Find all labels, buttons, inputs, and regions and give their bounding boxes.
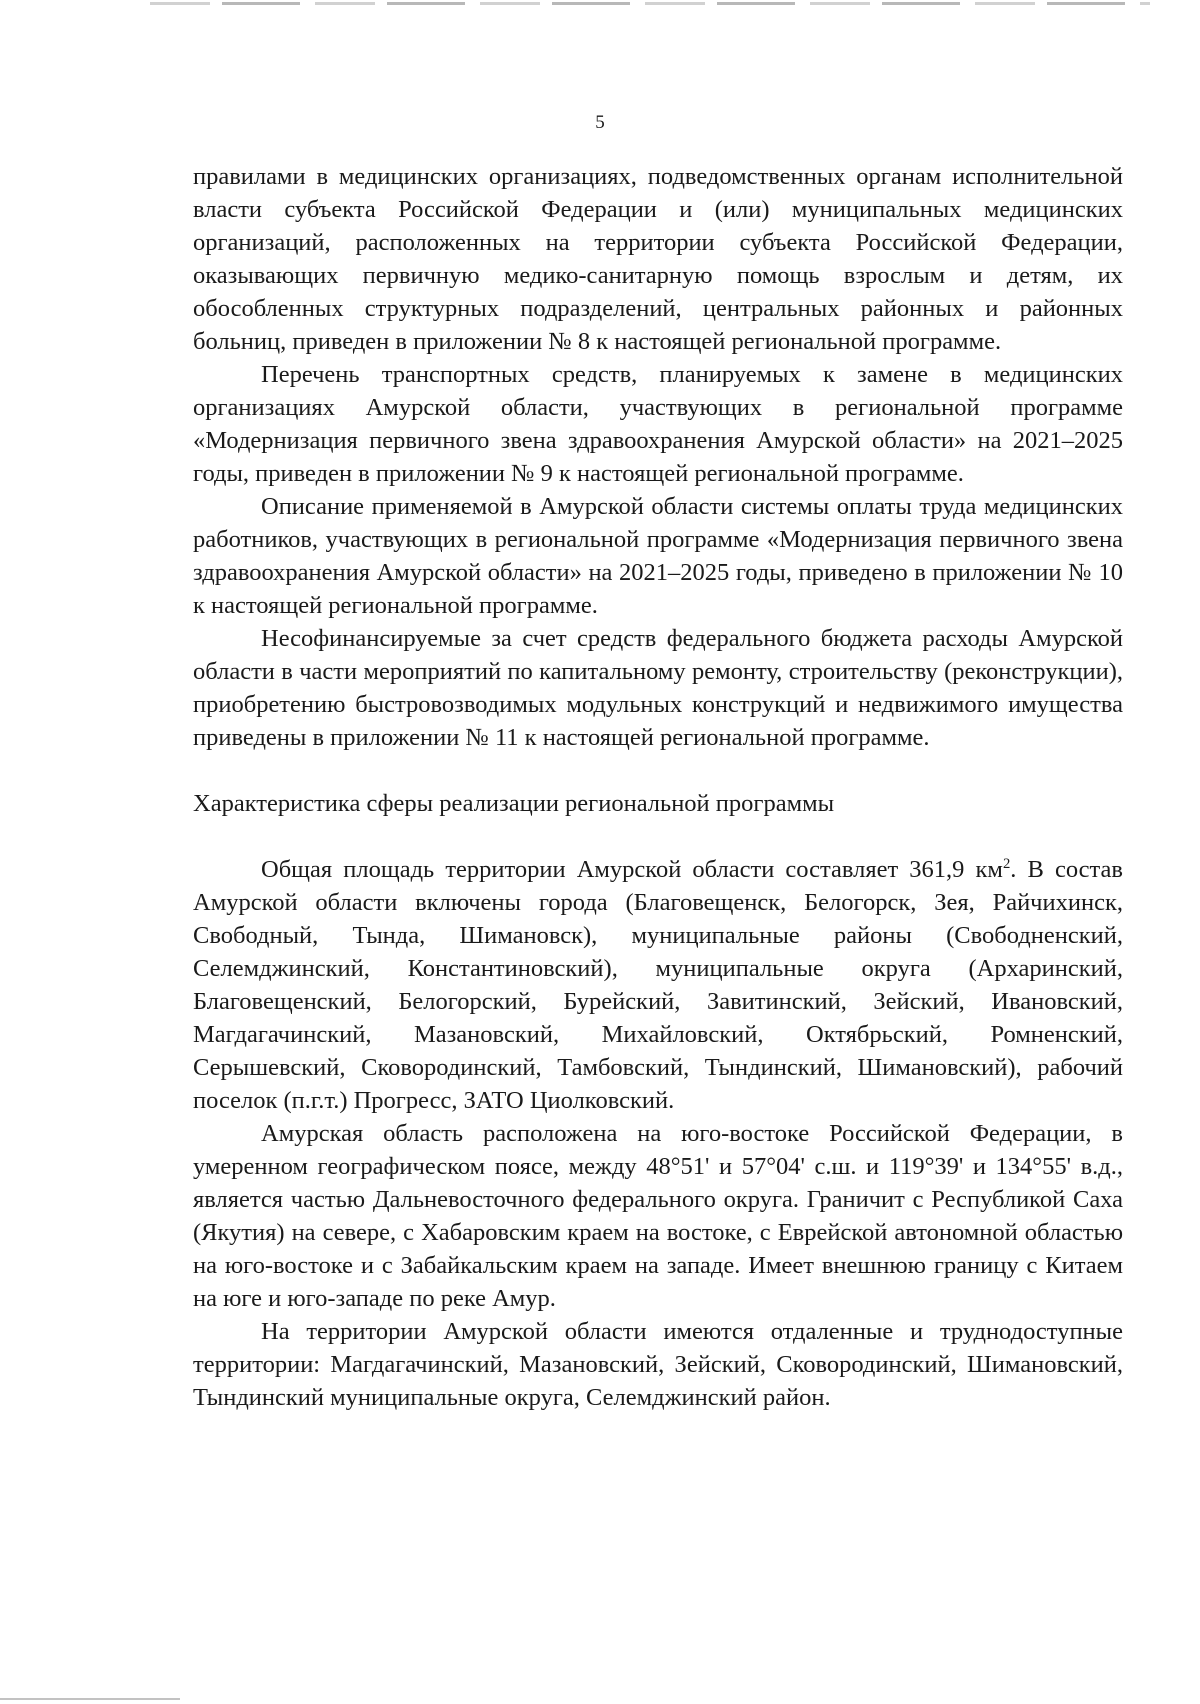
- paragraph-transport-list: Перечень транспортных средств, планируемых к замене в медицинских организациях Амурской области, участвующих в региональной программе «Модернизация первичного звена здравоохранения Амурской области» на 2021–2025 годы, приведен в приложении № 9 к настоящей региональной программе.: [193, 361, 1123, 487]
- paragraph-unfunded-expenses: Несофинансируемые за счет средств федерального бюджета расходы Амурской области в части мероприятий по капитальному ремонту, строительству (реконструкции), приобретению быстровозводимых модульных конструкций и недвижимого имущества приведены в приложении № 11 к настоящей региональной программе.: [193, 625, 1123, 751]
- area-superscript: 2: [1002, 855, 1011, 872]
- paragraph-remote-territories: На территории Амурской области имеются отдаленные и труднодоступные территории: Магдагачинский, Мазановский, Зейский, Сковородинский, Шимановский, Тындинский муниципальные округа, Селемджинский район.: [193, 1318, 1123, 1411]
- document-body: [193, 160, 1123, 1414]
- paragraph-payment-system: Описание применяемой в Амурской области системы оплаты труда медицинских работников, участвующих в региональной программе «Модернизация первичного звена здравоохранения Амурской области» на 2021–2025 годы, приведено в приложении № 10 к настоящей региональной программе.: [193, 493, 1123, 619]
- scan-artifact-top: [150, 2, 1150, 5]
- page-number: 5: [595, 112, 605, 133]
- paragraph-territory-area: [193, 853, 1123, 1117]
- scan-artifact-bottom: [0, 1698, 180, 1700]
- section-heading: Характеристика сферы реализации региональной программы: [193, 790, 835, 817]
- paragraph-geography: Амурская область расположена на юго-востоке Российской Федерации, в умеренном географическом поясе, между 48°51' и 57°04' с.ш. и 119°39' и 134°55' в.д., является частью Дальневосточного федерального округа. Граничит с Республикой Саха (Якутия) на севере, с Хабаровским краем на востоке, с Еврейской автономной областью на юго-востоке и с Забайкальским краем на западе. Имеет внешнюю границу с Китаем на юге и юго-западе по реке Амур.: [193, 1120, 1123, 1312]
- area-text-start: Общая площадь территории Амурской области составляет 361,9 км: [261, 856, 1003, 883]
- paragraph-intro-continuation: правилами в медицинских организациях, подведомственных органам исполнительной власти субъекта Российской Федерации и (или) муниципальных медицинских организаций, расположенных на территории субъекта Российской Федерации, оказывающих первичную медико-санитарную помощь взрослым и детям, их обособленных структурных подразделений, центральных районных и районных больниц, приведен в приложении № 8 к настоящей региональной программе.: [193, 163, 1123, 355]
- area-text-rest: . В состав Амурской области включены города (Благовещенск, Белогорск, Зея, Райчихинск, Свободный, Тында, Шимановск), муниципальные районы (Свободненский, Селемджинский, Константиновский), муниципальные округа (Архаринский, Благовещенский, Белогорский, Бурейский, Завитинский, Зейский, Ивановский, Магдагачинский, Мазановский, Михайловский, Октябрьский, Ромненский, Серышевский, Сковородинский, Тамбовский, Тындинский, Шимановский), рабочий поселок (п.г.т.) Прогресс, ЗАТО Циолковский.: [193, 856, 1123, 1114]
